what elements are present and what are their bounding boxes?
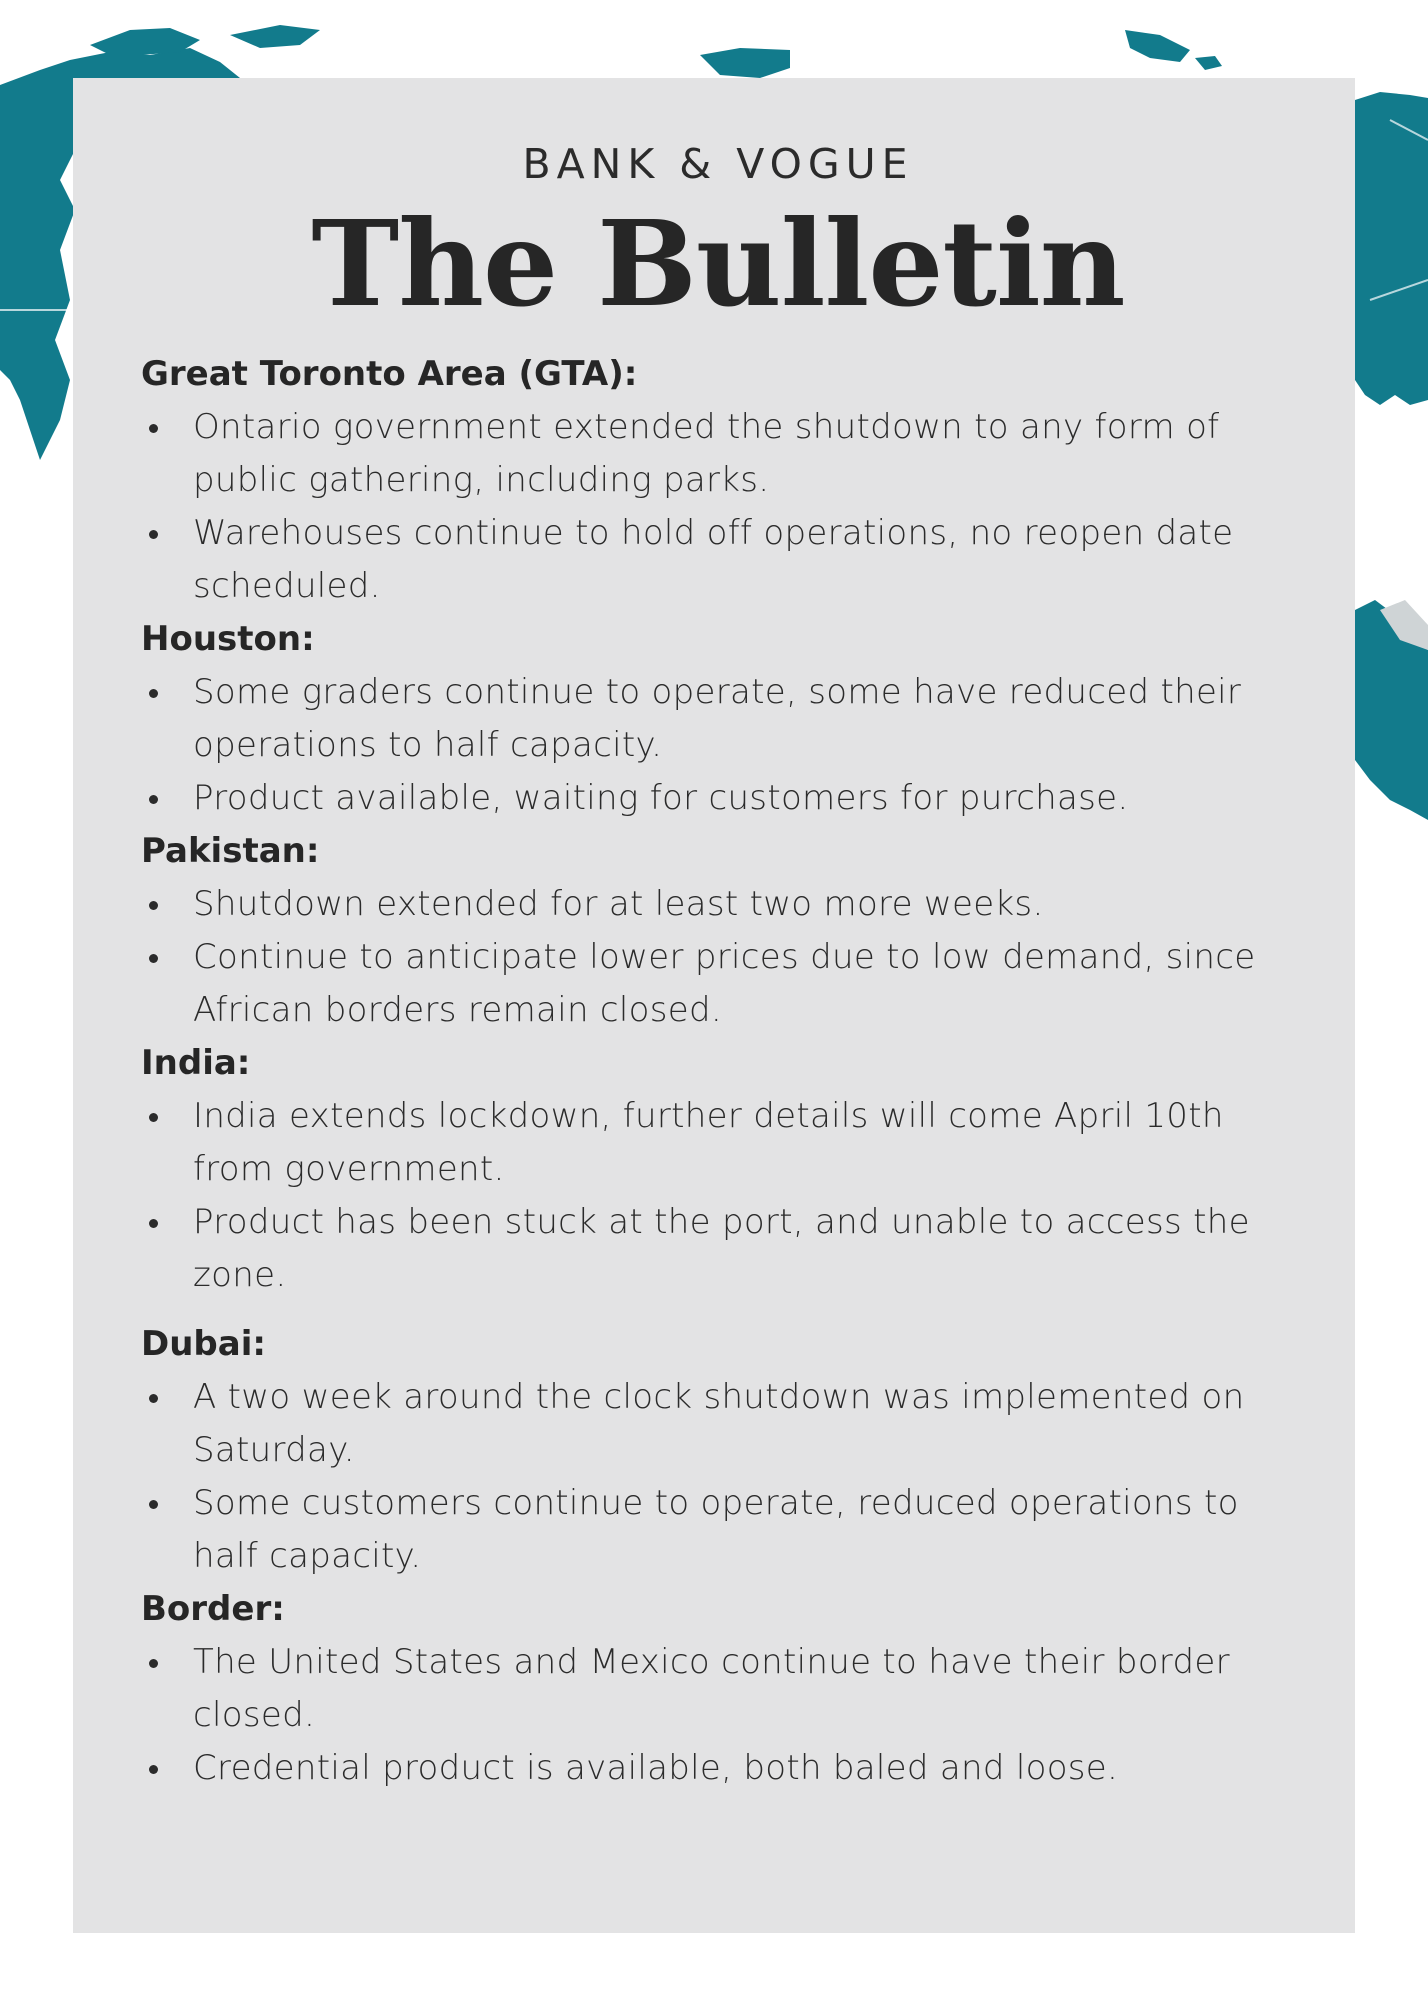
section-border [141, 1583, 1295, 1795]
list-item [141, 931, 1295, 1037]
bullet-dot-icon [149, 901, 158, 910]
bullet-dot-icon [149, 1500, 158, 1509]
list-item-text: Continue to anticipate lower prices due to low demand, since African borders remain closed. [193, 937, 1256, 1030]
greenland-shape [700, 48, 790, 78]
list-item [141, 878, 1295, 931]
bullet-dot-icon [149, 1659, 158, 1668]
list-item-text: Product available, waiting for customers for purchase. [193, 778, 1129, 818]
bullet-dot-icon [149, 689, 158, 698]
arctic-island-shape-4 [1195, 56, 1222, 70]
list-item [141, 401, 1295, 507]
bullet-dot-icon [149, 1219, 158, 1228]
section-heading: Houston: [141, 619, 315, 659]
list-item [141, 1090, 1295, 1196]
list-item-text: Warehouses continue to hold off operations, no reopen date scheduled. [193, 513, 1234, 606]
bullet-dot-icon [149, 795, 158, 804]
list-item [141, 1742, 1295, 1795]
page-title: The Bulletin [311, 194, 1125, 333]
bulletin-panel [73, 78, 1355, 1933]
bullet-dot-icon [149, 530, 158, 539]
list-item [141, 1196, 1295, 1302]
bullet-list [141, 666, 1295, 825]
bullet-dot-icon [149, 1113, 158, 1122]
list-item-text: The United States and Mexico continue to have their border closed. [193, 1642, 1230, 1735]
bullet-list [141, 1090, 1295, 1302]
arctic-island-shape-3 [1125, 30, 1190, 62]
bullet-list [141, 1636, 1295, 1795]
bullet-list [141, 878, 1295, 1037]
list-item-text: India extends lockdown, further details will come April 10th from government. [193, 1096, 1224, 1189]
list-item-text: Some graders continue to operate, some have reduced their operations to half capacity. [193, 672, 1242, 765]
list-item-text: Shutdown extended for at least two more weeks. [193, 884, 1044, 924]
section-gta [141, 348, 1295, 613]
bullet-dot-icon [149, 424, 158, 433]
list-item-text: Ontario government extended the shutdown to any form of public gathering, including parks. [193, 407, 1220, 500]
section-pakistan [141, 825, 1295, 1037]
section-heading: Dubai: [141, 1324, 266, 1364]
section-heading: India: [141, 1043, 251, 1083]
list-item [141, 507, 1295, 613]
bullet-dot-icon [149, 1394, 158, 1403]
asia-shape [1355, 92, 1428, 405]
bullet-list [141, 401, 1295, 613]
section-houston [141, 613, 1295, 825]
list-item-text: A two week around the clock shutdown was implemented on Saturday. [193, 1377, 1245, 1470]
bullet-list [141, 1371, 1295, 1583]
list-item-text: Product has been stuck at the port, and unable to access the zone. [193, 1202, 1250, 1295]
section-dubai [141, 1318, 1295, 1583]
list-item-text: Some customers continue to operate, reduced operations to half capacity. [193, 1483, 1239, 1576]
section-heading: Great Toronto Area (GTA): [141, 354, 638, 394]
list-item [141, 666, 1295, 772]
list-item [141, 1477, 1295, 1583]
list-item [141, 1636, 1295, 1742]
bullet-dot-icon [149, 1765, 158, 1774]
section-heading: Border: [141, 1589, 285, 1629]
brand-name: BANK & VOGUE [522, 140, 914, 188]
arctic-island-shape-2 [230, 25, 320, 48]
list-item [141, 1371, 1295, 1477]
section-india [141, 1037, 1295, 1302]
section-heading: Pakistan: [141, 831, 320, 871]
list-item-text: Credential product is available, both baled and loose. [193, 1748, 1119, 1788]
list-item [141, 772, 1295, 825]
bullet-dot-icon [149, 954, 158, 963]
